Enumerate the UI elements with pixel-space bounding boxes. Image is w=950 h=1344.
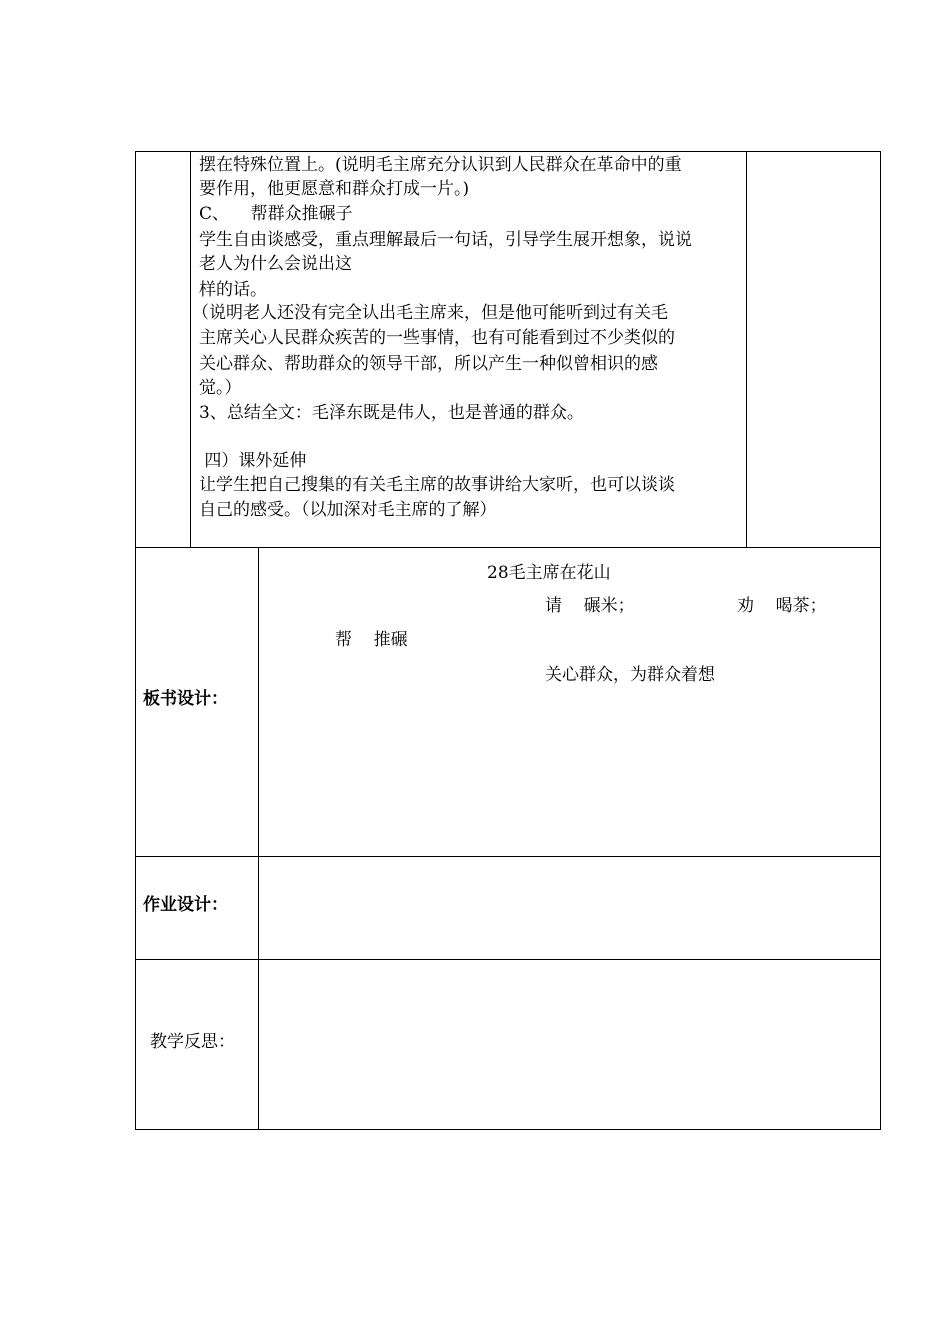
upper-inner-right-border xyxy=(746,151,747,548)
upper-line-11: 3、总结全文：毛泽东既是伟人，也是普通的群众。 xyxy=(199,403,584,423)
upper-line-6: 样的话。 xyxy=(199,280,267,300)
upper-line-4: 学生自由谈感受，重点理解最后一句话，引导学生展开想象，说说 xyxy=(199,230,692,250)
table-left-border xyxy=(135,151,136,1130)
upper-line-9: 关心群众、帮助群众的领导干部，所以产生一种似曾相识的感 xyxy=(199,354,658,374)
board-summary: 关心群众，为群众着想 xyxy=(545,665,715,685)
upper-line-2: 要作用，他更愿意和群众打成一片。) xyxy=(199,179,470,199)
reflection-label: 教学反思： xyxy=(150,1032,235,1052)
upper-inner-left-border xyxy=(190,151,191,548)
upper-line-15: 自己的感受。（以加深对毛主席的了解） xyxy=(199,500,497,520)
table-bottom-border xyxy=(135,1129,881,1130)
board-item-qing: 请 碾米； xyxy=(545,596,635,616)
upper-line-5: 老人为什么会说出这 xyxy=(199,254,352,274)
homework-label: 作业设计： xyxy=(143,895,228,915)
upper-section-bottom-border xyxy=(135,547,881,548)
board-design-label: 板书设计： xyxy=(143,689,228,709)
board-item-bang: 帮 推碾 xyxy=(335,630,408,650)
upper-line-3: C、 帮群众推碾子 xyxy=(199,204,353,224)
upper-line-1: 摆在特殊位置上。(说明毛主席充分认识到人民群众在革命中的重 xyxy=(199,155,682,175)
upper-line-13: 四）课外延伸 xyxy=(199,451,307,471)
upper-line-14: 让学生把自己搜集的有关毛主席的故事讲给大家听，也可以谈谈 xyxy=(199,475,675,495)
upper-line-7: （说明老人还没有完全认出毛主席来，但是他可能听到过有关毛 xyxy=(192,303,668,323)
upper-line-10: 觉。） xyxy=(199,378,242,398)
homework-section-bottom-border xyxy=(135,959,881,960)
board-section-bottom-border xyxy=(135,856,881,857)
table-top-border xyxy=(135,151,881,152)
board-design-title: 28毛主席在花山 xyxy=(487,563,611,583)
upper-line-8: 主席关心人民群众疾苦的一些事情，也有可能看到过不少类似的 xyxy=(199,328,675,348)
board-item-quan: 劝 喝茶； xyxy=(737,596,827,616)
table-right-border xyxy=(880,151,881,1130)
label-column-divider xyxy=(258,547,259,1130)
